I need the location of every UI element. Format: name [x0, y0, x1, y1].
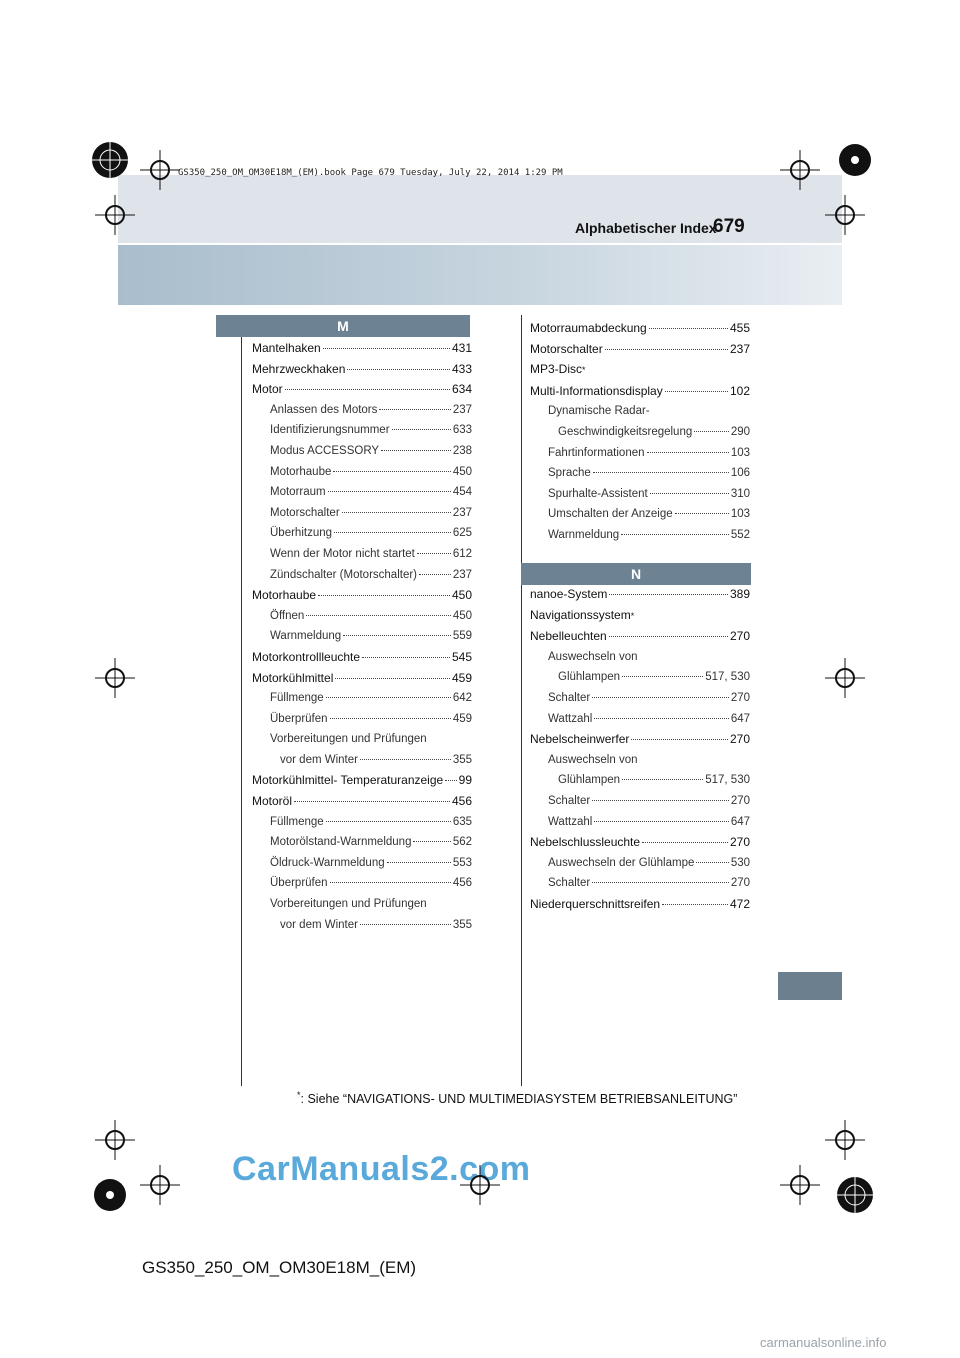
- index-entry-text: Zündschalter (Motorschalter): [270, 568, 417, 581]
- index-entry-page: 99: [458, 773, 472, 788]
- dot-leader: [622, 676, 703, 677]
- index-entry-page: 355: [452, 918, 472, 931]
- dot-leader: [609, 594, 728, 595]
- index-entry: [252, 523, 472, 544]
- index-entry-text: Schalter: [548, 691, 591, 704]
- index-entry-page: 103: [730, 446, 750, 459]
- index-entry: [530, 422, 750, 443]
- index-entry-text: Fahrtinformationen: [548, 446, 645, 459]
- crosshair-mark-icon: [825, 195, 865, 235]
- index-entry-page: 517, 530: [705, 671, 750, 684]
- footnote-star: *: [297, 1090, 301, 1100]
- page-number: 679: [713, 216, 745, 237]
- dot-leader: [631, 739, 728, 740]
- index-entry: [252, 668, 472, 689]
- index-entry-page: 310: [730, 487, 750, 500]
- index-entry-page: 562: [452, 836, 472, 849]
- dot-leader: [413, 841, 450, 842]
- crosshair-mark-icon: [825, 1120, 865, 1160]
- index-entry-text: Überprüfen: [270, 712, 328, 725]
- index-entry-page: 553: [452, 856, 472, 869]
- index-entry: [252, 503, 472, 524]
- dot-leader: [642, 842, 728, 843]
- index-entry-text: Modus ACCESSORY: [270, 444, 380, 457]
- header-band: [118, 245, 842, 305]
- chapter-tab: [778, 972, 842, 1000]
- index-entry-page: 431: [451, 341, 472, 355]
- index-entry-page: 552: [730, 528, 750, 541]
- index-entry-text: Umschalten der Anzeige: [548, 508, 673, 521]
- index-entry-text: Wattzahl: [548, 815, 593, 828]
- footnote: [297, 1090, 737, 1106]
- dot-leader: [326, 697, 451, 698]
- index-entry-text: Motoröl: [252, 794, 293, 809]
- index-entry: [530, 318, 750, 339]
- index-entry: [530, 770, 750, 791]
- index-entry-page: 103: [730, 508, 750, 521]
- index-entry-page: 237: [729, 341, 750, 356]
- index-entry-page: 459: [452, 712, 472, 725]
- index-entry-page: 389: [729, 587, 750, 601]
- index-entry: [252, 812, 472, 833]
- index-entry-page: 633: [452, 424, 472, 437]
- index-entry-text: nanoe-System: [530, 587, 608, 601]
- dot-leader: [330, 718, 451, 719]
- footer-site: carmanualsonline.info: [760, 1335, 887, 1350]
- index-entry-text: Nebelleuchten: [530, 629, 607, 644]
- index-entry-page: 237: [452, 568, 472, 581]
- index-entry: [530, 381, 750, 402]
- index-entry-page: 355: [452, 753, 472, 766]
- index-entry: [252, 832, 472, 853]
- index-entry-page: 237: [452, 403, 472, 416]
- crosshair-mark-icon: [95, 1120, 135, 1160]
- index-entry-page: 635: [452, 815, 472, 828]
- file-info: GS350_250_OM_OM30E18M_(EM).book Page 679 Tuesday, July 22, 2014 1:29 PM: [178, 168, 563, 178]
- dot-leader: [335, 678, 450, 679]
- dot-leader: [294, 801, 450, 802]
- index-entry-page: 472: [729, 896, 750, 911]
- index-column-right-bottom: [530, 584, 750, 915]
- dot-leader: [318, 595, 450, 596]
- index-entry-page: 238: [452, 444, 472, 457]
- index-entry-page: 634: [451, 382, 472, 397]
- index-entry: [530, 873, 750, 894]
- watermark-logo: CarManuals2.com: [232, 1150, 531, 1188]
- index-column-left: [252, 338, 472, 935]
- index-entry-text: Nebelscheinwerfer: [530, 732, 630, 747]
- index-entry-text: Öffnen: [270, 609, 305, 622]
- dot-leader: [594, 821, 729, 822]
- registration-mark-solid-icon: [830, 135, 880, 185]
- index-entry: [252, 441, 472, 462]
- index-entry-page: 647: [730, 815, 750, 828]
- index-entry-text: Mantelhaken: [252, 341, 321, 355]
- index-entry-page: 237: [452, 506, 472, 519]
- index-entry-page: 559: [452, 630, 472, 643]
- index-entry-page: 517, 530: [705, 774, 750, 787]
- index-entry-page: 642: [452, 692, 472, 705]
- index-entry-text: Warnmeldung: [270, 630, 342, 643]
- dot-leader: [609, 636, 728, 637]
- index-entry: [530, 525, 750, 546]
- dot-leader: [323, 348, 450, 349]
- crosshair-mark-icon: [140, 150, 180, 190]
- index-entry-page: 270: [729, 629, 750, 644]
- index-entry-text: Identifizierungsnummer: [270, 424, 390, 437]
- index-entry: [252, 894, 472, 915]
- dot-leader: [592, 697, 729, 698]
- dot-leader: [306, 615, 450, 616]
- index-entry-text: vor dem Winter: [280, 753, 358, 766]
- registration-mark-solid-icon: [85, 1170, 135, 1220]
- index-entry: [252, 606, 472, 627]
- index-entry-text: Motorölstand-Warnmeldung: [270, 836, 412, 849]
- index-entry-text: Motorkühlmittel: [252, 670, 334, 685]
- crosshair-mark-icon: [780, 150, 820, 190]
- dot-leader: [445, 780, 456, 781]
- index-entry-text: Wenn der Motor nicht startet: [270, 547, 415, 560]
- index-entry: [530, 339, 750, 360]
- index-entry-page: 612: [452, 547, 472, 560]
- index-entry-text: Vorbereitungen und Prüfungen: [270, 898, 427, 911]
- index-entry: [252, 915, 472, 936]
- index-entry: [530, 401, 750, 422]
- index-entry-text: Geschwindigkeitsregelung: [558, 425, 693, 438]
- dot-leader: [675, 513, 729, 514]
- dot-leader: [649, 328, 728, 329]
- dot-leader: [360, 924, 451, 925]
- dot-leader: [387, 862, 451, 863]
- index-entry-page: 454: [452, 486, 472, 499]
- index-entry-text: Auswechseln der Glühlampe: [548, 856, 695, 869]
- index-entry: [530, 894, 750, 915]
- footnote-star: *: [630, 610, 635, 621]
- dot-leader: [665, 391, 728, 392]
- index-entry-page: 459: [451, 670, 472, 685]
- index-entry: [252, 770, 472, 791]
- index-entry-text: Öldruck-Warnmeldung: [270, 856, 385, 869]
- dot-leader: [650, 493, 729, 494]
- section-title: Alphabetischer Index: [575, 220, 717, 236]
- dot-leader: [285, 389, 450, 390]
- index-entry-text: Überprüfen: [270, 877, 328, 890]
- index-entry: [252, 873, 472, 894]
- index-entry-page: 270: [730, 691, 750, 704]
- index-entry: [252, 359, 472, 380]
- index-entry-page: 450: [452, 465, 472, 478]
- index-entry-text: Glühlampen: [558, 774, 621, 787]
- index-entry-text: Auswechseln von: [548, 753, 638, 766]
- index-entry-page: 455: [729, 321, 750, 335]
- index-entry: [530, 812, 750, 833]
- index-entry-page: 647: [730, 712, 750, 725]
- dot-leader: [381, 450, 451, 451]
- dot-leader: [379, 409, 450, 410]
- dot-leader: [592, 800, 729, 801]
- index-entry-text: Motorschalter: [530, 341, 603, 356]
- index-entry: [530, 463, 750, 484]
- dot-leader: [362, 657, 450, 658]
- index-entry: [252, 729, 472, 750]
- index-entry-text: Motorraum: [270, 486, 326, 499]
- index-entry-text: MP3-Disc: [530, 362, 583, 377]
- index-entry-page: 450: [452, 609, 472, 622]
- index-entry-page: 290: [730, 425, 750, 438]
- dot-leader: [334, 532, 451, 533]
- dot-leader: [694, 431, 729, 432]
- dot-leader: [593, 472, 729, 473]
- dot-leader: [347, 369, 450, 370]
- index-entry: [252, 338, 472, 359]
- index-entry-text: Niederquerschnittsreifen: [530, 896, 661, 911]
- index-entry-text: Schalter: [548, 877, 591, 890]
- index-entry-text: Wattzahl: [548, 712, 593, 725]
- index-entry-page: 270: [730, 877, 750, 890]
- section-heading-n: N: [521, 563, 751, 585]
- index-column-right-top: [530, 318, 750, 546]
- index-entry: [252, 585, 472, 606]
- dot-leader: [342, 512, 451, 513]
- index-entry-text: Motorkontrollleuchte: [252, 649, 361, 664]
- index-entry: [252, 791, 472, 812]
- index-entry: [530, 626, 750, 647]
- index-entry: [530, 504, 750, 525]
- dot-leader: [330, 882, 451, 883]
- index-entry: [530, 853, 750, 874]
- index-entry-text: Dynamische Radar-: [548, 405, 650, 418]
- index-entry-page: 270: [729, 835, 750, 850]
- index-entry: [530, 667, 750, 688]
- index-entry: [530, 443, 750, 464]
- index-entry: [530, 484, 750, 505]
- index-entry-page: 456: [452, 877, 472, 890]
- index-entry: [530, 647, 750, 668]
- index-entry: [252, 709, 472, 730]
- index-entry-text: Motorhaube: [270, 465, 332, 478]
- dot-leader: [594, 718, 729, 719]
- index-entry: [252, 647, 472, 668]
- index-entry: [530, 832, 750, 853]
- index-entry: [252, 626, 472, 647]
- index-entry-text: Motor: [252, 382, 283, 397]
- index-entry-text: Motorkühlmittel- Temperaturanzeige: [252, 773, 444, 788]
- index-entry: [530, 688, 750, 709]
- index-entry-text: Glühlampen: [558, 671, 621, 684]
- dot-leader: [662, 904, 728, 905]
- footnote-star: *: [582, 365, 586, 376]
- index-entry-text: Multi-Informationsdisplay: [530, 383, 663, 398]
- index-entry: [530, 359, 750, 381]
- footnote-text: : Siehe “NAVIGATIONS- UND MULTIMEDIASYSTEM BETRIEBSANLEITUNG”: [300, 1092, 738, 1107]
- section-heading-m: M: [216, 315, 470, 337]
- index-entry-page: 530: [730, 856, 750, 869]
- left-column-rule: [241, 336, 242, 1086]
- dot-leader: [647, 452, 729, 453]
- dot-leader: [392, 429, 451, 430]
- dot-leader: [621, 534, 729, 535]
- dot-leader: [622, 779, 703, 780]
- dot-leader: [326, 821, 451, 822]
- index-entry: [530, 709, 750, 730]
- index-entry: [252, 688, 472, 709]
- index-entry: [252, 853, 472, 874]
- index-entry-text: Spurhalte-Assistent: [548, 487, 648, 500]
- index-entry-page: 545: [451, 649, 472, 664]
- index-entry: [530, 729, 750, 750]
- index-entry-page: 270: [730, 794, 750, 807]
- crosshair-mark-icon: [140, 1165, 180, 1205]
- index-entry-text: Anlassen des Motors: [270, 403, 378, 416]
- index-entry-text: Warnmeldung: [548, 528, 620, 541]
- index-entry: [530, 791, 750, 812]
- index-entry: [252, 400, 472, 421]
- right-column-rule: [521, 315, 522, 1086]
- dot-leader: [696, 862, 728, 863]
- index-entry-text: Nebelschlussleuchte: [530, 835, 641, 850]
- index-entry-text: Überhitzung: [270, 527, 333, 540]
- dot-leader: [360, 759, 451, 760]
- index-entry-text: Auswechseln von: [548, 650, 638, 663]
- index-entry-text: vor dem Winter: [280, 918, 358, 931]
- crosshair-mark-icon: [95, 658, 135, 698]
- crosshair-mark-icon: [460, 1165, 500, 1205]
- dot-leader: [592, 882, 729, 883]
- index-entry: [252, 379, 472, 400]
- index-entry: [252, 565, 472, 586]
- dot-leader: [328, 491, 451, 492]
- crosshair-mark-icon: [825, 658, 865, 698]
- index-entry-page: 102: [729, 383, 750, 398]
- registration-mark-solid-icon: [85, 135, 135, 185]
- index-entry-text: Navigationssystem: [530, 607, 631, 622]
- dot-leader: [417, 553, 451, 554]
- crosshair-mark-icon: [780, 1165, 820, 1205]
- registration-mark-solid-icon: [830, 1170, 880, 1220]
- index-entry: [530, 750, 750, 771]
- index-entry-text: Motorschalter: [270, 506, 340, 519]
- index-entry-page: 456: [451, 794, 472, 809]
- index-entry-text: Füllmenge: [270, 692, 324, 705]
- index-entry-text: Motorhaube: [252, 588, 317, 603]
- index-entry-page: 450: [451, 588, 472, 603]
- dot-leader: [419, 574, 451, 575]
- index-entry: [252, 462, 472, 483]
- index-entry-page: 270: [729, 732, 750, 747]
- index-entry: [530, 584, 750, 605]
- index-entry: [252, 420, 472, 441]
- index-entry-text: Mehrzweckhaken: [252, 361, 346, 376]
- index-entry-text: Vorbereitungen und Prüfungen: [270, 733, 427, 746]
- index-entry-text: Schalter: [548, 794, 591, 807]
- index-entry-page: 106: [730, 467, 750, 480]
- index-entry-text: Füllmenge: [270, 815, 324, 828]
- index-entry: [530, 605, 750, 627]
- dot-leader: [333, 471, 450, 472]
- index-entry: [252, 544, 472, 565]
- index-entry: [252, 482, 472, 503]
- index-entry-text: Motorraumabdeckung: [530, 321, 647, 335]
- index-entry-text: Sprache: [548, 467, 591, 480]
- index-entry: [252, 750, 472, 771]
- crosshair-mark-icon: [95, 195, 135, 235]
- dot-leader: [343, 635, 451, 636]
- index-entry-page: 625: [452, 527, 472, 540]
- index-entry-page: 433: [451, 361, 472, 376]
- footer-code: GS350_250_OM_OM30E18M_(EM): [142, 1258, 417, 1277]
- dot-leader: [605, 349, 728, 350]
